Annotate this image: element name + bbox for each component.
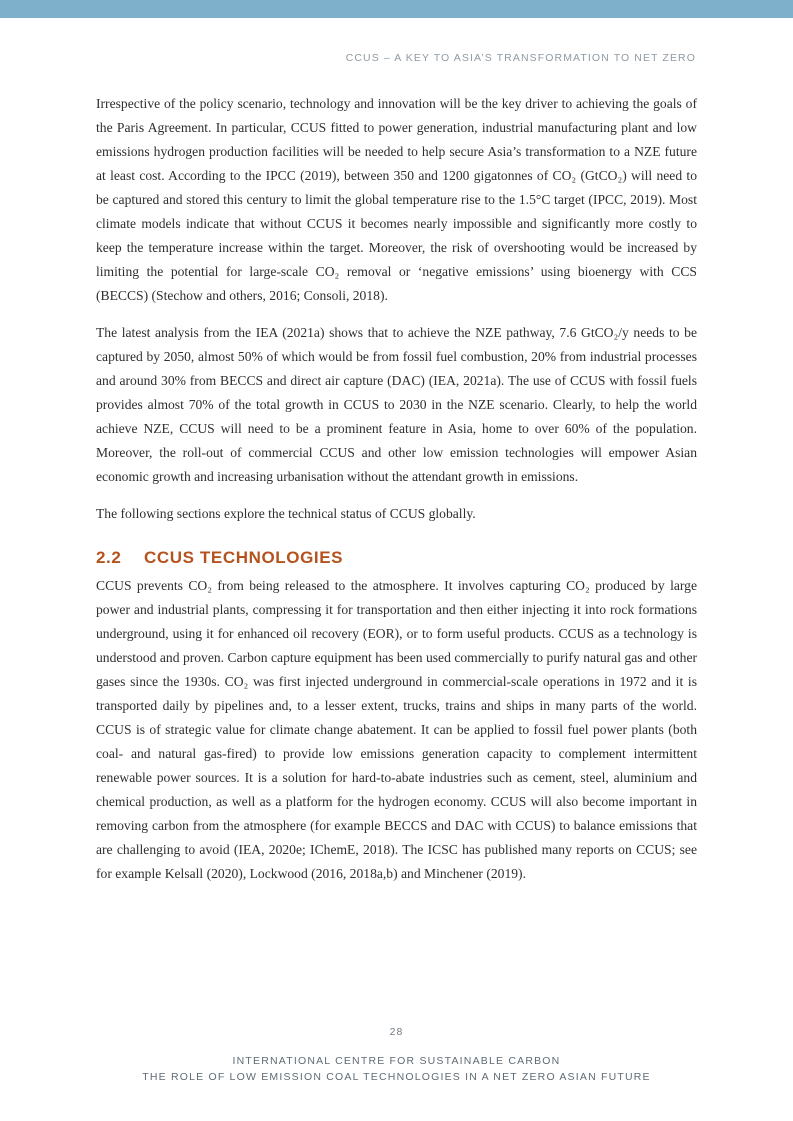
section-heading	[96, 548, 697, 568]
paragraph-policy-scenario: Irrespective of the policy scenario, technology and innovation will be the key driver to achieving the goals of the Paris Agreement. In particular, CCUS fitted to power generation, industrial manufacturing plant and low emissions hydrogen production facilities will be needed to help secure Asia’s transformation to a NZE future at least cost. According to the IPCC (2019), between 350 and 1200 gigatonnes of CO₂ (GtCO₂) will need to be captured and stored this century to limit the global temperature rise to the 1.5°C target (IPCC, 2019). Most climate models indicate that without CCUS it becomes nearly impossible and significantly more costly to keep the temperature increase within the target. Moreover, the risk of overshooting would be increased by limiting the potential for large-scale CO₂ removal or ‘negative emissions’ using bioenergy with CCS (BECCS) (Stechow and others, 2016; Consoli, 2018).	[96, 96, 697, 303]
footer-organisation: INTERNATIONAL CENTRE FOR SUSTAINABLE CARBON	[232, 1055, 561, 1067]
paragraph-ccus-technologies: CCUS prevents CO₂ from being released to the atmosphere. It involves capturing CO₂ produced by large power and industrial plants, compressing it for transportation and then either injecting it into rock formations underground, using it for enhanced oil recovery (EOR), or to form useful products. CCUS as a technology is understood and proven. Carbon capture equipment has been used commercially to purify natural gas and other gases since the 1930s. CO₂ was first injected underground in commercial-scale operations in 1972 and it is transported daily by pipelines and, to a lesser extent, trucks, trains and ships in many parts of the world. CCUS is of strategic value for climate change abatement. It can be applied to fossil fuel power plants (both coal- and natural gas-fired) to provide low emissions generation capacity to complement intermittent renewable power sources. It is a solution for hard-to-abate industries such as cement, steel, aluminium and chemical production, as well as a platform for the hydrogen economy. CCUS will also become important in removing carbon from the atmosphere (for example BECCS and DAC with CCUS) to balance emissions that are challenging to avoid (IEA, 2020e; IChemE, 2018). The ICSC has published many reports on CCUS; see for example Kelsall (2020), Lockwood (2016, 2018a,b) and Minchener (2019).	[96, 578, 697, 881]
page-number: 28	[389, 1026, 404, 1038]
page-body	[96, 92, 697, 886]
section-title: CCUS TECHNOLOGIES	[144, 548, 344, 567]
section-number: 2.2	[96, 548, 122, 567]
paragraph-following-sections: The following sections explore the technical status of CCUS globally.	[96, 506, 476, 521]
running-header: CCUS – A KEY TO ASIA’S TRANSFORMATION TO NET ZERO	[345, 52, 696, 64]
header-band	[0, 0, 793, 18]
paragraph-iea-analysis: The latest analysis from the IEA (2021a) shows that to achieve the NZE pathway, 7.6 GtCO₂/y needs to be captured by 2050, almost 50% of which would be from fossil fuel combustion, 20% from industrial processes and around 30% from BECCS and direct air capture (DAC) (IEA, 2021a). The use of CCUS with fossil fuels provides almost 70% of the total growth in CCUS to 2030 in the NZE scenario. Clearly, to help the world achieve NZE, CCUS will need to be a prominent feature in Asia, home to over 60% of the population. Moreover, the roll-out of commercial CCUS and other low emission technologies will empower Asian economic growth and increasing urbanisation without the attendant growth in emissions.	[96, 325, 697, 484]
footer	[0, 1053, 793, 1085]
footer-report-title: THE ROLE OF LOW EMISSION COAL TECHNOLOGIES IN A NET ZERO ASIAN FUTURE	[142, 1071, 651, 1083]
